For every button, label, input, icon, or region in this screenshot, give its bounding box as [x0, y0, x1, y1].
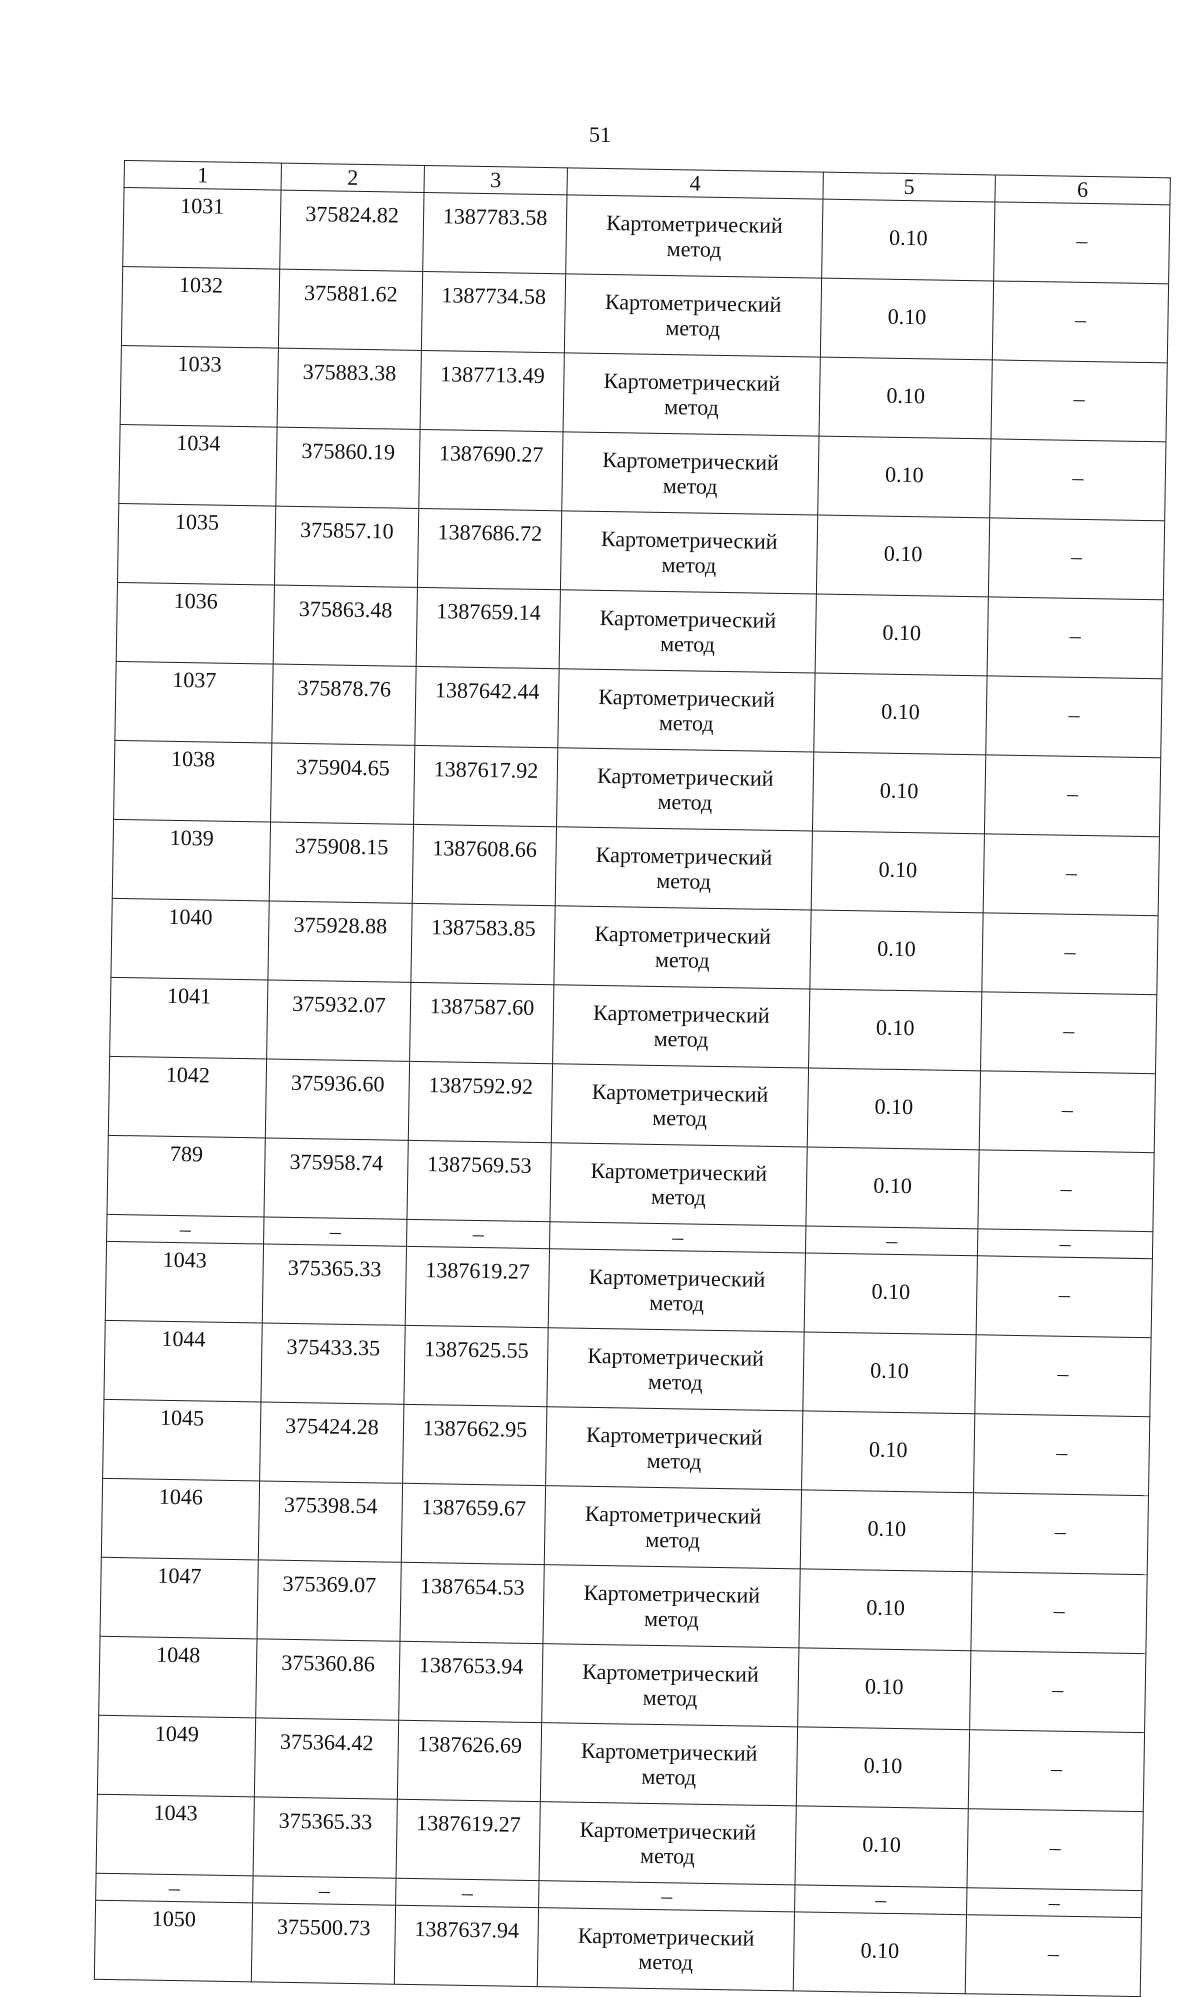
method-text-line: метод	[642, 1684, 698, 1711]
method-text-line: Картометрический	[582, 1658, 759, 1687]
separator-cell: –	[550, 1222, 806, 1253]
method-cell	[558, 669, 815, 752]
accuracy-cell: 0.10	[796, 1727, 969, 1809]
point-number-cell: 1047	[100, 1557, 258, 1639]
method-cell	[543, 1565, 800, 1648]
x-coordinate-cell: 375369.07	[257, 1560, 401, 1641]
description-cell: –	[978, 1150, 1154, 1232]
method-text-line: метод	[653, 1025, 709, 1052]
method-text-line: Картометрический	[587, 1342, 765, 1371]
method-text-line: Картометрический	[591, 1078, 769, 1107]
description-cell: –	[975, 1335, 1151, 1417]
method-text-line: метод	[645, 1526, 701, 1553]
description-cell: –	[979, 1071, 1155, 1153]
description-cell: –	[991, 360, 1167, 442]
y-coordinate-cell: 1387690.27	[419, 429, 563, 510]
method-text-line: Картометрический	[596, 762, 774, 791]
x-coordinate-cell: 375928.88	[268, 901, 412, 982]
x-coordinate-cell: 375958.74	[264, 1138, 408, 1219]
method-cell	[537, 1908, 794, 1991]
method-text-line: Картометрический	[584, 1500, 762, 1529]
method-cell	[554, 906, 811, 989]
accuracy-cell: 0.10	[820, 278, 993, 360]
x-coordinate-cell: 375364.42	[254, 1718, 398, 1799]
method-text-line: Картометрический	[588, 1263, 766, 1292]
method-cell	[564, 274, 821, 357]
method-text-line: Картометрический	[583, 1579, 761, 1608]
description-cell: –	[974, 1414, 1150, 1496]
y-coordinate-cell: 1387569.53	[407, 1140, 551, 1221]
y-coordinate-cell: 1387587.60	[410, 982, 554, 1063]
y-coordinate-cell: 1387734.58	[421, 271, 565, 352]
point-number-cell: 1042	[108, 1056, 266, 1138]
method-text-line: метод	[661, 551, 717, 578]
description-cell: –	[994, 202, 1170, 284]
x-coordinate-cell: 375398.54	[258, 1481, 402, 1562]
y-coordinate-cell: 1387626.69	[397, 1720, 541, 1801]
method-text-line: Картометрический	[594, 920, 772, 949]
accuracy-cell: 0.10	[806, 1147, 979, 1229]
y-coordinate-cell: 1387619.27	[396, 1799, 540, 1880]
x-coordinate-cell: 375863.48	[273, 585, 417, 666]
point-number-cell: 1043	[96, 1794, 254, 1876]
description-cell: –	[972, 1493, 1148, 1575]
x-coordinate-cell: 375883.38	[277, 348, 421, 429]
y-coordinate-cell: 1387617.92	[414, 745, 558, 826]
point-number-cell: 1048	[99, 1636, 257, 1718]
method-cell	[550, 1143, 807, 1226]
accuracy-cell: 0.10	[802, 1411, 975, 1493]
accuracy-cell: 0.10	[800, 1490, 973, 1572]
column-header-5: 5	[823, 172, 995, 202]
description-cell: –	[967, 1809, 1143, 1891]
y-coordinate-cell: 1387637.94	[394, 1905, 538, 1986]
description-cell: –	[976, 1256, 1152, 1338]
separator-cell: –	[107, 1214, 264, 1244]
x-coordinate-cell: 375424.28	[260, 1402, 404, 1483]
point-number-cell: 1050	[94, 1900, 252, 1982]
y-coordinate-cell: 1387583.85	[411, 903, 555, 984]
coordinates-table	[94, 160, 1171, 1997]
method-cell	[551, 1064, 808, 1147]
method-text-line: Картометрический	[592, 999, 770, 1028]
description-cell: –	[986, 676, 1162, 758]
point-number-cell: 1041	[110, 977, 268, 1059]
separator-cell: –	[253, 1876, 396, 1905]
method-text-line: метод	[656, 867, 712, 894]
point-number-cell: 1034	[119, 424, 277, 506]
method-text-line: Картометрический	[602, 446, 780, 475]
method-text-line: метод	[638, 1948, 694, 1975]
method-text-line: Картометрический	[603, 367, 781, 396]
x-coordinate-cell: 375878.76	[272, 664, 416, 745]
method-text-line: Картометрический	[599, 604, 777, 633]
y-coordinate-cell: 1387625.55	[404, 1325, 548, 1406]
method-cell	[560, 511, 817, 594]
description-cell: –	[984, 755, 1160, 837]
column-header-3: 3	[424, 165, 567, 194]
x-coordinate-cell: 375824.82	[280, 190, 424, 271]
y-coordinate-cell: 1387783.58	[423, 192, 567, 273]
separator-cell: –	[977, 1229, 1152, 1259]
point-number-cell: 1037	[115, 661, 273, 743]
accuracy-cell: 0.10	[804, 1253, 977, 1335]
table-row	[94, 1900, 1141, 1996]
description-cell: –	[971, 1572, 1147, 1654]
method-text-line: метод	[641, 1763, 697, 1790]
description-cell: –	[992, 281, 1168, 363]
x-coordinate-cell: 375932.07	[267, 980, 411, 1061]
method-cell	[562, 432, 819, 515]
accuracy-cell: 0.10	[798, 1648, 971, 1730]
method-text-line: метод	[660, 630, 716, 657]
method-cell	[539, 1802, 796, 1885]
point-number-cell: 789	[107, 1135, 265, 1217]
accuracy-cell: 0.10	[819, 357, 992, 439]
accuracy-cell: 0.10	[815, 594, 988, 676]
point-number-cell: 1035	[117, 503, 275, 585]
method-text-line: метод	[643, 1605, 699, 1632]
method-text-line: Картометрический	[577, 1922, 755, 1951]
method-text-line: метод	[646, 1447, 702, 1474]
y-coordinate-cell: 1387659.67	[401, 1483, 545, 1564]
point-number-cell: 1036	[116, 582, 274, 664]
x-coordinate-cell: 375904.65	[271, 743, 415, 824]
method-text-line: метод	[658, 709, 714, 736]
x-coordinate-cell: 375500.73	[251, 1903, 395, 1984]
accuracy-cell: 0.10	[807, 1068, 980, 1150]
method-text-line: Картометрический	[585, 1421, 763, 1450]
x-coordinate-cell: 375881.62	[278, 269, 422, 350]
method-text-line: метод	[652, 1104, 708, 1131]
description-cell: –	[983, 834, 1159, 916]
column-header-1: 1	[124, 161, 281, 191]
y-coordinate-cell: 1387713.49	[420, 350, 564, 431]
method-text-line: Картометрический	[590, 1157, 768, 1186]
method-text-line: метод	[662, 472, 718, 499]
separator-cell: –	[407, 1219, 550, 1248]
method-text-line: метод	[654, 946, 710, 973]
accuracy-cell: 0.10	[822, 199, 995, 281]
separator-cell: –	[967, 1888, 1142, 1918]
x-coordinate-cell: 375908.15	[269, 822, 413, 903]
method-cell	[553, 985, 810, 1068]
point-number-cell: 1039	[112, 819, 270, 901]
point-number-cell: 1044	[104, 1320, 262, 1402]
separator-cell: –	[805, 1226, 977, 1256]
y-coordinate-cell: 1387608.66	[412, 824, 556, 905]
description-cell: –	[970, 1651, 1146, 1733]
point-number-cell: 1045	[103, 1399, 261, 1481]
x-coordinate-cell: 375936.60	[265, 1059, 409, 1140]
method-text-line: Картометрический	[595, 841, 773, 870]
point-number-cell: 1032	[121, 266, 279, 348]
accuracy-cell: 0.10	[812, 752, 985, 834]
x-coordinate-cell: 375365.33	[262, 1244, 406, 1325]
y-coordinate-cell: 1387619.27	[405, 1246, 549, 1327]
separator-cell: –	[264, 1217, 407, 1246]
accuracy-cell: 0.10	[799, 1569, 972, 1651]
point-number-cell: 1046	[101, 1478, 259, 1560]
method-text-line: метод	[657, 788, 713, 815]
point-number-cell: 1033	[120, 345, 278, 427]
method-text-line: метод	[639, 1842, 695, 1869]
point-number-cell: 1049	[97, 1715, 255, 1797]
point-number-cell: 1038	[114, 740, 272, 822]
method-text-line: метод	[650, 1183, 706, 1210]
method-text-line: Картометрический	[606, 210, 783, 238]
separator-cell: –	[396, 1878, 539, 1907]
method-cell	[540, 1723, 797, 1806]
method-text-line: метод	[665, 315, 721, 341]
description-cell: –	[982, 913, 1158, 995]
page-number: 51	[589, 122, 611, 147]
accuracy-cell: 0.10	[803, 1332, 976, 1414]
separator-cell: –	[96, 1873, 253, 1903]
y-coordinate-cell: 1387659.14	[416, 587, 560, 668]
method-cell	[542, 1644, 799, 1727]
separator-cell: –	[539, 1881, 795, 1912]
description-cell: –	[981, 992, 1157, 1074]
accuracy-cell: 0.10	[818, 436, 991, 518]
accuracy-cell: 0.10	[795, 1806, 968, 1888]
method-cell	[559, 590, 816, 673]
method-text-line: метод	[666, 236, 722, 262]
method-text-line: метод	[663, 393, 719, 420]
y-coordinate-cell: 1387592.92	[408, 1061, 552, 1142]
column-header-4: 4	[567, 168, 823, 199]
y-coordinate-cell: 1387642.44	[415, 666, 559, 747]
point-number-cell: 1031	[123, 188, 281, 270]
method-text-line: Картометрический	[598, 683, 776, 712]
method-text-line: Картометрический	[580, 1737, 758, 1766]
description-cell: –	[988, 518, 1164, 600]
column-header-6: 6	[995, 175, 1170, 205]
separator-cell: –	[795, 1885, 967, 1915]
x-coordinate-cell: 375860.19	[276, 427, 420, 508]
method-cell	[555, 827, 812, 910]
x-coordinate-cell: 375365.33	[253, 1797, 397, 1878]
accuracy-cell: 0.10	[810, 910, 983, 992]
x-coordinate-cell: 375433.35	[261, 1323, 405, 1404]
method-cell	[557, 748, 814, 831]
accuracy-cell: 0.10	[814, 673, 987, 755]
y-coordinate-cell: 1387662.95	[403, 1404, 547, 1485]
method-cell	[546, 1407, 803, 1490]
point-number-cell: 1040	[111, 898, 269, 980]
description-cell: –	[990, 439, 1166, 521]
y-coordinate-cell: 1387686.72	[417, 508, 561, 589]
y-coordinate-cell: 1387653.94	[399, 1641, 543, 1722]
method-cell	[548, 1249, 805, 1332]
column-header-2: 2	[281, 163, 424, 192]
description-cell: –	[965, 1915, 1141, 1997]
method-text-line: Картометрический	[600, 525, 778, 554]
table-body	[94, 188, 1170, 1997]
method-text-line: метод	[647, 1368, 703, 1395]
accuracy-cell: 0.10	[811, 831, 984, 913]
x-coordinate-cell: 375360.86	[256, 1639, 400, 1720]
method-cell	[547, 1328, 804, 1411]
description-cell: –	[987, 597, 1163, 679]
accuracy-cell: 0.10	[793, 1912, 966, 1994]
x-coordinate-cell: 375857.10	[274, 506, 418, 587]
accuracy-cell: 0.10	[816, 515, 989, 597]
y-coordinate-cell: 1387654.53	[400, 1562, 544, 1643]
coordinates-table-wrapper	[94, 160, 1170, 1997]
accuracy-cell: 0.10	[809, 989, 982, 1071]
description-cell: –	[968, 1730, 1144, 1812]
method-cell	[563, 353, 820, 436]
method-cell	[566, 195, 823, 278]
method-text-line: метод	[649, 1289, 705, 1316]
point-number-cell: 1043	[105, 1241, 263, 1323]
method-text-line: Картометрический	[579, 1816, 757, 1845]
method-text-line: Картометрический	[604, 288, 782, 317]
method-cell	[544, 1486, 801, 1569]
